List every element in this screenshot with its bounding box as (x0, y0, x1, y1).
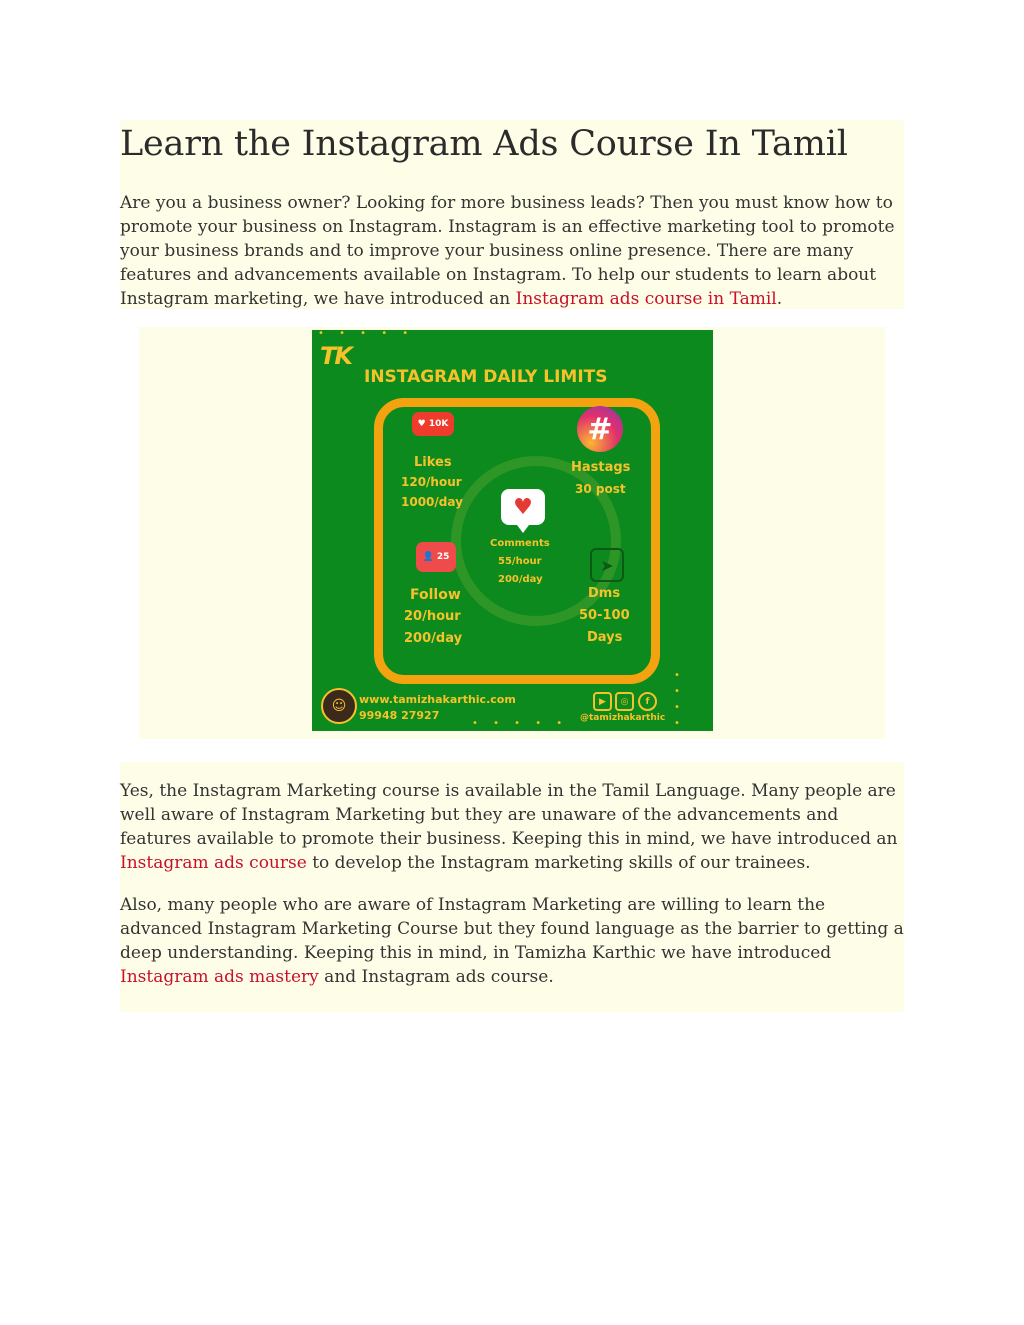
avatar: ☺ (321, 688, 357, 724)
intro-text: Are you a business owner? Looking for more business leads? Then you must know how to promote your business on Instagram. Instagram is an effective marketing tool to promote your business brands and to improve your business online presence. There are many features and advancements available on Instagram. To help our students to learn about Instagram marketing, we have introduced an (120, 193, 895, 309)
likes-label: Likes (414, 455, 452, 470)
comment-heart-icon: ♥ (501, 489, 545, 525)
dms-period: Days (587, 630, 623, 645)
dms-limit: 50-100 (579, 608, 630, 623)
facebook-icon: f (638, 692, 657, 711)
likes-badge: ♥ 10K (412, 412, 454, 436)
hashtags-limit: 30 post (575, 482, 626, 496)
decorative-dots: • • • • • (318, 330, 415, 339)
tk-logo: TK (320, 342, 351, 370)
likes-badge-count: 10K (428, 419, 449, 429)
instagram-daily-limits-infographic (312, 330, 713, 731)
paper-plane-icon: ➤ (590, 548, 624, 582)
dms-label: Dms (588, 586, 621, 601)
para2-after: to develop the Instagram marketing skills of our trainees. (306, 853, 811, 873)
intro-section (120, 120, 904, 309)
website-text: www.tamizhakarthic.com (359, 693, 516, 706)
decorative-dots-bottom: • • • • • (472, 718, 569, 729)
infographic-heading: INSTAGRAM DAILY LIMITS (364, 367, 608, 387)
youtube-icon: ▶ (593, 692, 612, 711)
instagram-ads-course-tamil-link[interactable]: Instagram ads course in Tamil (515, 289, 777, 309)
social-handle: @tamizhakarthic (580, 713, 666, 723)
para3-after: and Instagram ads course. (318, 967, 554, 987)
instagram-ads-course-link[interactable]: Instagram ads course (120, 853, 307, 873)
phone-text: 99948 27927 (359, 709, 440, 722)
hashtags-label: Hastags (571, 460, 631, 475)
follow-label: Follow (410, 587, 461, 603)
comments-label: Comments (490, 538, 550, 549)
decorative-dots-right: • • • • (674, 670, 692, 729)
follow-badge-count: 25 (436, 552, 450, 562)
likes-daily: 1000/day (401, 495, 463, 509)
follow-badge: 👤 25 (416, 542, 456, 572)
comments-daily: 200/day (498, 574, 543, 585)
para2-text: Yes, the Instagram Marketing course is available in the Tamil Language. Many people are well aware of Instagram Marketing but they are unaware of the advancements and features available to promote their business. Keeping this in mind, we have introduced an (120, 781, 898, 849)
intro-after: . (776, 289, 783, 309)
page-title: Learn the Instagram Ads Course In Tamil (120, 124, 848, 164)
instagram-ads-mastery-link[interactable]: Instagram ads mastery (120, 967, 319, 987)
instagram-icon: ◎ (615, 692, 634, 711)
language-paragraph (120, 779, 904, 875)
hashtag-icon: # (577, 406, 623, 452)
comments-hourly: 55/hour (498, 556, 542, 567)
follow-hourly: 20/hour (404, 609, 461, 624)
para3-text: Also, many people who are aware of Instagram Marketing are willing to learn the advanced Instagram Marketing Course but they found language as the barrier to getting a deep understanding. Keeping this in mind, in Tamizha Karthic we have introduced (120, 895, 904, 963)
details-section (120, 762, 904, 1012)
follow-daily: 200/day (404, 631, 463, 646)
likes-hourly: 120/hour (401, 475, 462, 489)
intro-paragraph (120, 191, 904, 311)
mastery-paragraph (120, 893, 904, 989)
